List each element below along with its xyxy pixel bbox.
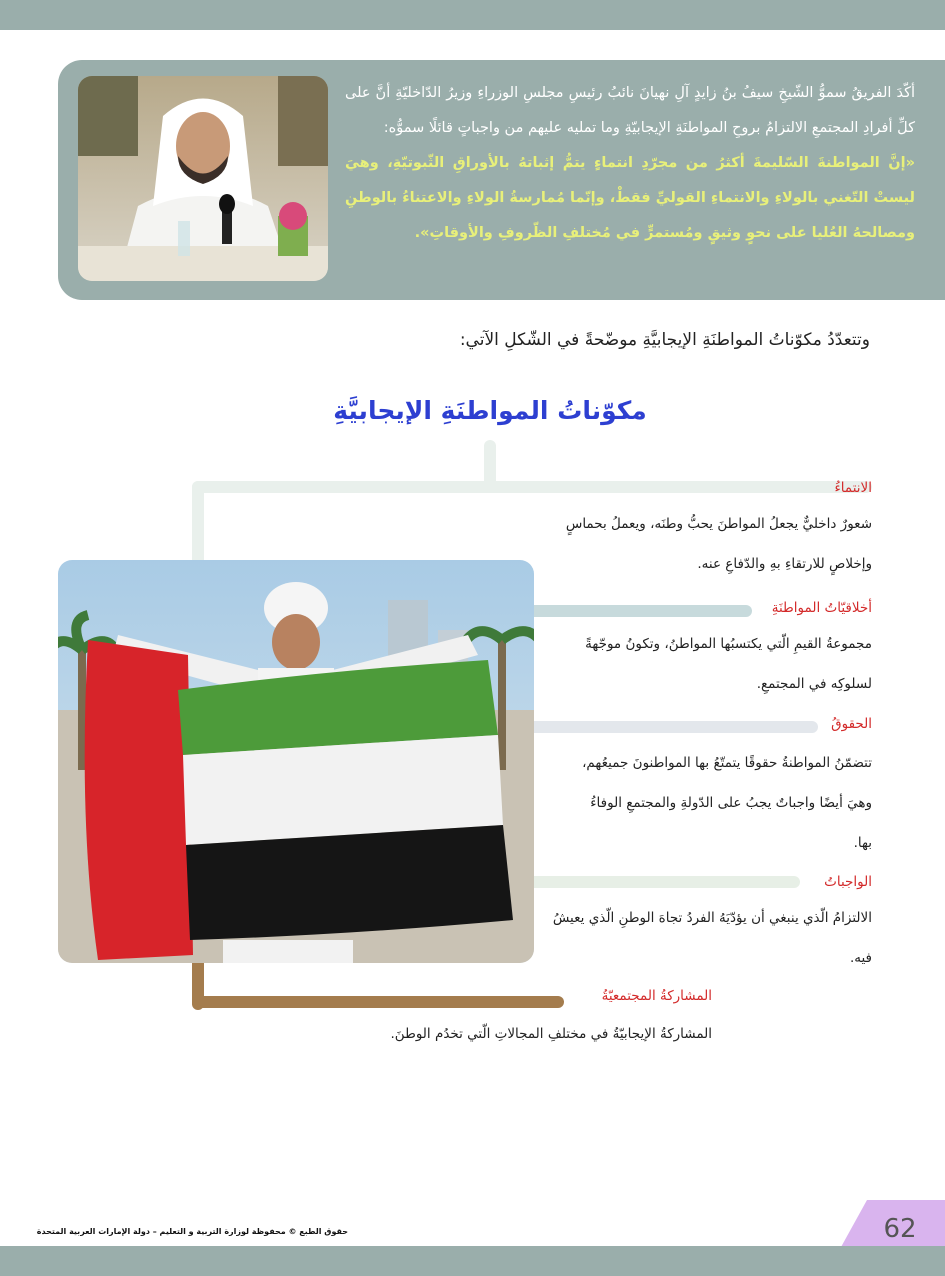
component-title-participation: المشاركةُ المجتمعيّةُ	[601, 988, 712, 1004]
quote-text	[345, 76, 915, 251]
connector-trunk	[192, 481, 204, 571]
component-desc-rights: تتضمّنُ المواطنةُ حقوقًا يتمتّعُ بها المواطنونَ جميعُهم، وهيَ أيضًا واجباتٌ يجبُ على الدّولةِ والمجتمعِ الوفاءُ بها.	[582, 755, 872, 851]
component-title-duties: الواجباتُ	[824, 874, 872, 890]
speaker-photo	[78, 76, 328, 281]
page-number: 62	[883, 1214, 917, 1244]
quote-highlight: «إنَّ المواطنةَ السّليمةَ أكثرُ من مجرّدِ انتماءٍ يتمُّ إثباتهُ بالأوراقِ الثّبوتيّةِ، وهيَ ليستْ التّغني بالولاءِ والانتماءِ القوليِّ فقطْ، وإنّما مُمارسةُ الولاءِ والاعتناءُ بالوطنِ ومصالحهُ العُليا على نحوٍ وثيقٍ ومُستمرٍّ في مُختلفِ الظّروفِ والأوقاتِ».	[345, 155, 915, 241]
component-desc-ethics: مجموعةُ القيمِ الّتي يكتسبُها المواطنُ، وتكونُ موجّهةً لسلوكِه في المجتمعِ.	[585, 636, 872, 692]
component-desc-duties: الالتزامُ الّذي ينبغي أن يؤدّيَهُ الفردُ تجاهَ الوطنِ الّذي يعيشُ فيه.	[552, 910, 872, 966]
top-band	[0, 0, 945, 30]
bottom-band	[0, 1246, 945, 1276]
copyright-notice: حقوق الطبع © محفوظة لوزارة التربية و التعليم – دولة الإمارات العربية المتحدة	[36, 1227, 348, 1236]
boy-with-flag-photo	[58, 560, 534, 963]
component-title-rights: الحقوقُ	[831, 716, 872, 732]
quote-paragraph: أكّدَ الفريقُ سموُّ الشّيخِ سيفُ بنُ زايدٍ آلِ نهيانَ نائبُ رئيسِ مجلسِ الوزراءِ وزيرُ الدّاخليّةِ أنَّ على كلِّ أفرادِ المجتمعِ الالتزامُ بروحِ المواطنَةِ الإيجابيّةِ وما تمليه عليهم من واجباتٍ قائلًا سموُّه:	[345, 85, 915, 136]
intro-sentence: وتتعدّدُ مكوّناتُ المواطنَةِ الإيجابيَّةِ موضّحةً في الشّكلِ الآتي:	[459, 330, 870, 350]
component-title-belonging: الانتماءُ	[834, 480, 872, 496]
component-desc-participation: المشاركةُ الإيجابيّةُ في مختلفِ المجالاتِ الّتي تخدُم الوطنَ.	[390, 1026, 712, 1042]
component-title-ethics: أخلاقيّاتُ المواطنَةِ	[771, 600, 872, 616]
component-desc-belonging: شعورٌ داخليٌّ يجعلُ المواطنَ يحبُّ وطنَه، ويعملُ بحماسٍ وإخلاصٍ للارتقاءِ بهِ والدّفاعِ عنه.	[565, 516, 872, 572]
diagram-title: مكوّناتُ المواطنَةِ الإيجابيَّةِ	[333, 396, 647, 425]
